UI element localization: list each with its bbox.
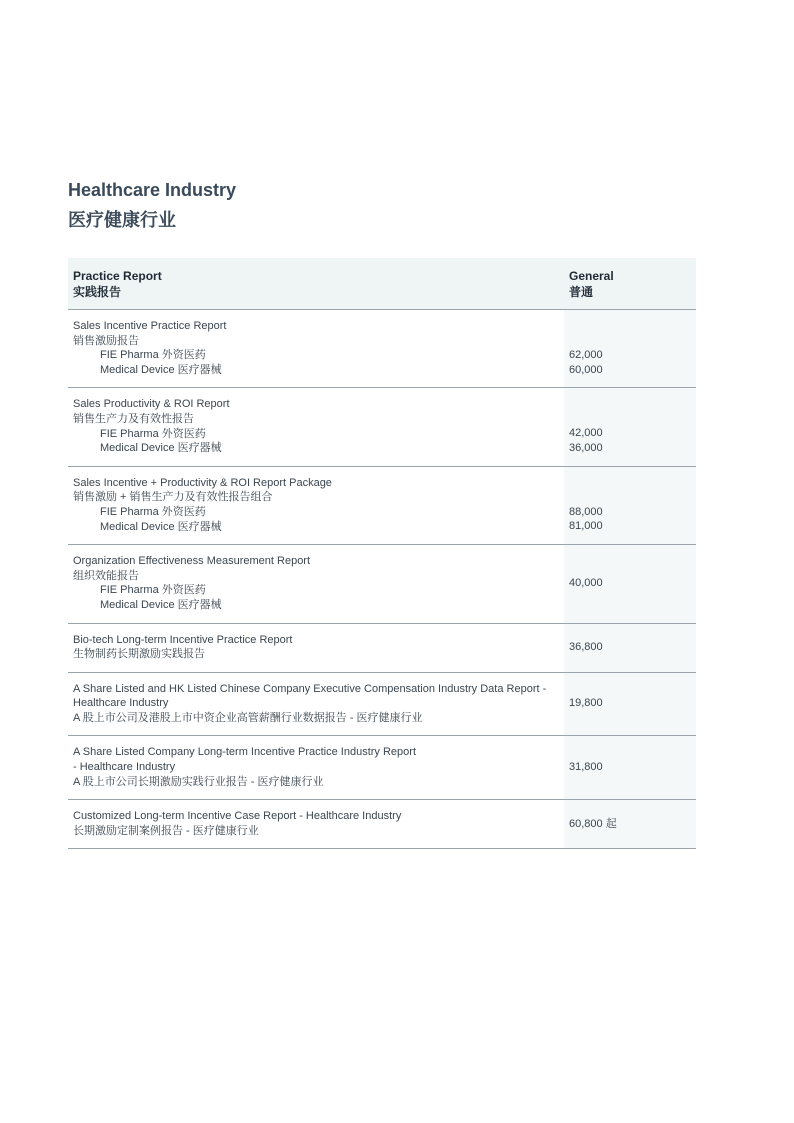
table-row — [68, 388, 696, 466]
report-sub-item: FIE Pharma 外资医药 — [100, 349, 206, 362]
price-cell — [564, 310, 696, 388]
report-title-en: A Share Listed Company Long-term Incentive Practice Industry Report — [73, 746, 417, 759]
report-title-en: Sales Productivity & ROI Report — [73, 398, 230, 411]
header-price-en: General — [569, 269, 614, 283]
price-value: 42,000 — [569, 427, 603, 440]
page-title-zh: 医疗健康行业 — [68, 210, 176, 230]
price-cell — [564, 800, 696, 849]
header-price — [564, 258, 696, 310]
price-value: 88,000 — [569, 505, 603, 518]
header-price-zh: 普通 — [569, 285, 594, 299]
report-title-en-cont: - Healthcare Industry — [73, 761, 176, 774]
table-header-row — [68, 258, 696, 310]
price-value: 36,000 — [569, 441, 603, 454]
report-title-zh: 生物制药长期激励实践报告 — [73, 648, 205, 661]
page-title-en: Healthcare Industry — [68, 180, 237, 200]
report-title-en: Sales Incentive + Productivity & ROI Report Package — [73, 476, 332, 489]
report-cell — [68, 466, 564, 544]
report-sub-item: FIE Pharma 外资医药 — [100, 584, 206, 597]
report-sub-item: Medical Device 医疗器械 — [100, 598, 222, 611]
price-value: 19,800 — [569, 697, 603, 710]
report-cell — [68, 672, 564, 736]
report-title-en: Organization Effectiveness Measurement Report — [73, 555, 311, 568]
report-cell — [68, 310, 564, 388]
table-row — [68, 545, 696, 623]
table-row — [68, 736, 696, 800]
page-heading — [68, 179, 236, 231]
price-cell — [564, 388, 696, 466]
price-value: 36,800 — [569, 640, 603, 653]
report-title-zh: 组织效能报告 — [73, 569, 139, 582]
report-cell — [68, 545, 564, 623]
price-value: 60,000 — [569, 363, 603, 376]
report-title-zh: 销售生产力及有效性报告 — [73, 412, 194, 425]
report-title-zh: 长期激励定制案例报告 - 医疗健康行业 — [73, 824, 259, 837]
table-row — [68, 466, 696, 544]
price-cell — [564, 466, 696, 544]
price-cell — [564, 672, 696, 736]
report-cell — [68, 623, 564, 672]
report-cell — [68, 800, 564, 849]
table-row — [68, 310, 696, 388]
report-cell — [68, 736, 564, 800]
header-report-en: Practice Report — [73, 269, 162, 283]
price-value: 62,000 — [569, 349, 603, 361]
report-title-en: A Share Listed and HK Listed Chinese Company Executive Compensation Industry Data Report - Healthcare Industry — [73, 682, 547, 710]
report-sub-item: Medical Device 医疗器械 — [100, 363, 222, 376]
price-value: 60,800 起 — [569, 817, 617, 830]
report-sub-item: Medical Device 医疗器械 — [100, 520, 222, 533]
table-row — [68, 672, 696, 736]
report-title-en: Customized Long-term Incentive Case Report - Healthcare Industry — [73, 810, 402, 823]
report-title-zh: A 股上市公司及港股上市中资企业高管薪酬行业数据报告 - 医疗健康行业 — [73, 711, 423, 724]
price-cell — [564, 736, 696, 800]
report-title-zh: A 股上市公司长期激励实践行业报告 - 医疗健康行业 — [73, 775, 324, 788]
table-row — [68, 800, 696, 849]
price-value: 81,000 — [569, 520, 603, 533]
report-title-en: Bio-tech Long-term Incentive Practice Report — [73, 633, 293, 646]
report-title-zh: 销售激励报告 — [73, 334, 139, 347]
price-value: 31,800 — [569, 761, 603, 774]
price-value: 40,000 — [569, 577, 603, 590]
header-report — [68, 258, 564, 310]
report-cell — [68, 388, 564, 466]
table-row — [68, 623, 696, 672]
report-title-en: Sales Incentive Practice Report — [73, 320, 227, 332]
report-sub-item: FIE Pharma 外资医药 — [100, 505, 206, 518]
report-title-zh: 销售激励 + 销售生产力及有效性报告组合 — [73, 491, 273, 504]
header-report-zh: 实践报告 — [73, 285, 122, 299]
price-cell — [564, 623, 696, 672]
price-cell — [564, 545, 696, 623]
pricing-table — [68, 258, 696, 849]
report-sub-item: FIE Pharma 外资医药 — [100, 427, 206, 440]
report-sub-item: Medical Device 医疗器械 — [100, 442, 222, 455]
